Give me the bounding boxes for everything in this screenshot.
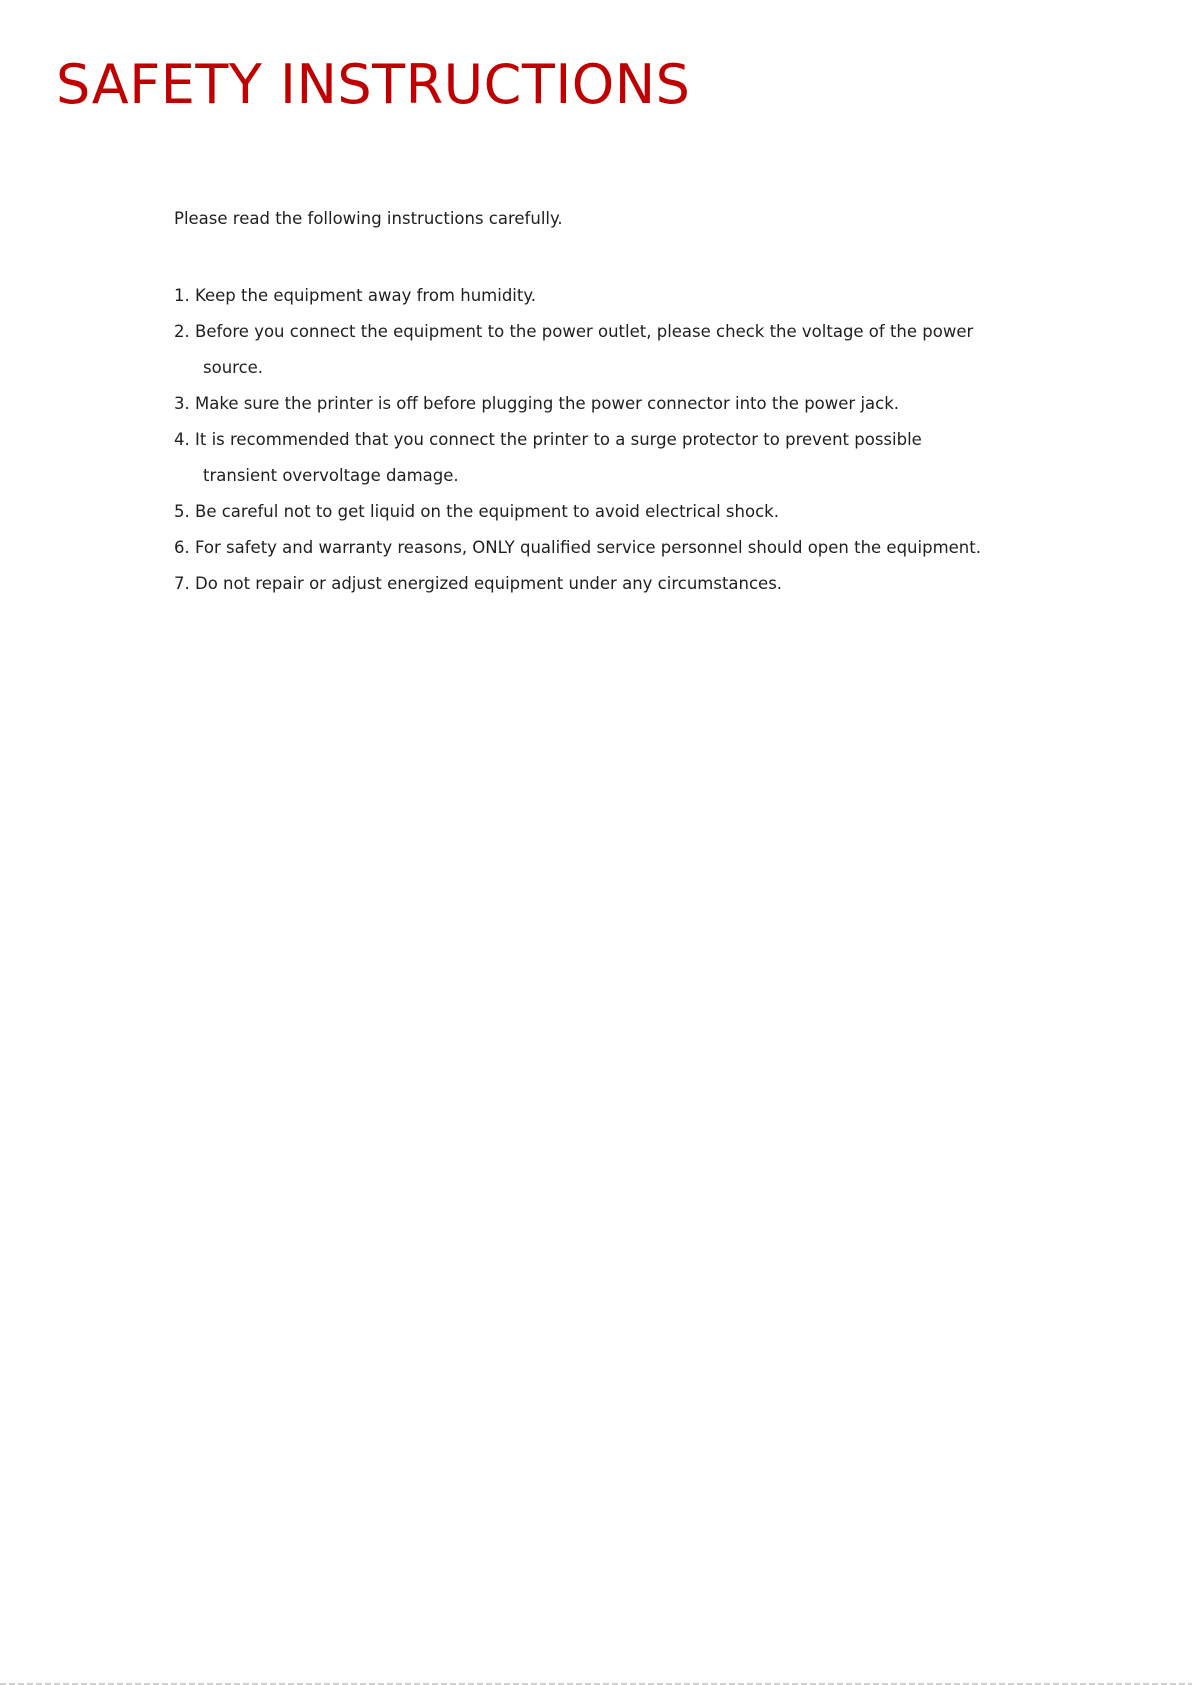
instruction-item-3 — [174, 386, 1174, 422]
item-text: Be careful not to get liquid on the equipment to avoid electrical shock. — [195, 502, 779, 521]
instructions-section — [174, 206, 1174, 602]
instruction-item-2 — [174, 314, 1174, 386]
instruction-item-4 — [174, 422, 1174, 494]
item-number: 4. — [174, 430, 190, 449]
instructions-list — [174, 278, 1174, 602]
intro-text: Please read the following instructions carefully. — [174, 209, 563, 228]
item-text-continued: source. — [203, 358, 264, 377]
item-number: 2. — [174, 322, 190, 341]
item-number: 5. — [174, 502, 190, 521]
instruction-item-5 — [174, 494, 1174, 530]
item-text: Before you connect the equipment to the power outlet, please check the voltage of the power — [195, 322, 974, 341]
item-number: 7. — [174, 574, 190, 593]
instruction-item-6 — [174, 530, 1174, 566]
instruction-item-7 — [174, 566, 1174, 602]
item-text-continued: transient overvoltage damage. — [203, 466, 459, 485]
instruction-item-1 — [174, 278, 1174, 314]
item-number: 6. — [174, 538, 190, 557]
item-text: It is recommended that you connect the printer to a surge protector to prevent possible — [195, 430, 922, 449]
item-text: Keep the equipment away from humidity. — [195, 286, 537, 305]
item-text: Make sure the printer is off before plugging the power connector into the power jack. — [195, 394, 900, 413]
item-number: 3. — [174, 394, 190, 413]
item-text: Do not repair or adjust energized equipment under any circumstances. — [195, 574, 783, 593]
page-title: SAFETY INSTRUCTIONS — [56, 53, 691, 116]
item-text: For safety and warranty reasons, ONLY qualified service personnel should open the equipment. — [195, 538, 981, 557]
item-number: 1. — [174, 286, 190, 305]
